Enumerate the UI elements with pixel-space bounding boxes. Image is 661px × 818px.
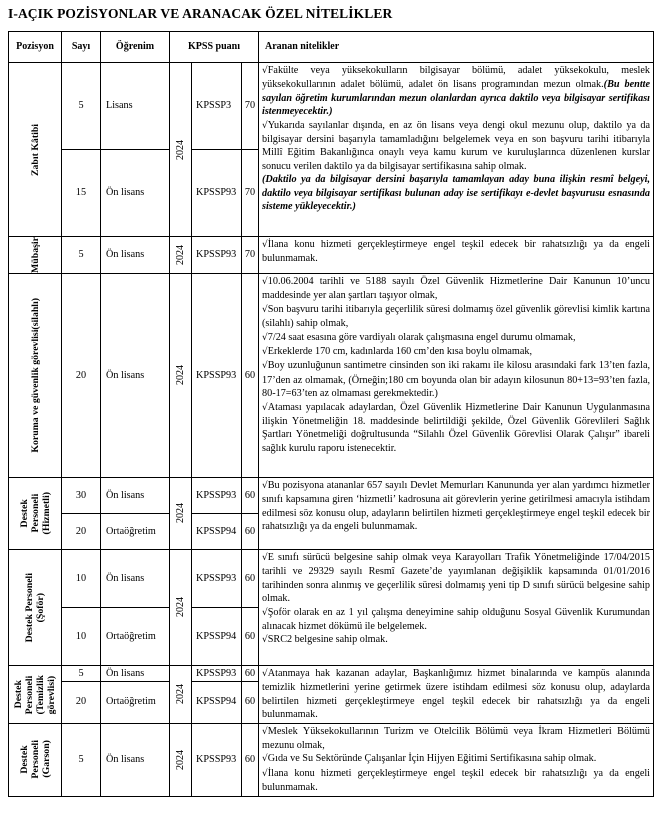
- position-name: [13, 675, 57, 714]
- count-cell: 10: [62, 549, 101, 607]
- table-row: [9, 63, 654, 150]
- position-cell: [9, 723, 62, 796]
- position-name: Zabıt Kâtibi: [29, 123, 41, 176]
- count-cell: 5: [62, 63, 101, 150]
- kpss-score-cell: 60: [242, 513, 259, 549]
- requirement-text: Atanmaya hak kazanan adaylar, Başkanlığımız hizmet binalarında ve kampüs alanında temizlik hizmetlerini yerine getirmek üzere istihdam edilmesi söz konusu olup, adaylarda belirtilen hizmeti gerçekleştirmeye engel teşkil edecek bir rahatsızlığı ya da engeli bulunmamak.: [262, 667, 651, 721]
- header-kpss: KPSS puanı: [170, 32, 259, 63]
- requirement-text: 10.06.2004 tarihli ve 5188 sayılı Özel Güvenlik Hizmetlerine Dair Kanunun 10’uncu maddesinde yer alan şartları taşıyor olmak,: [262, 275, 651, 302]
- position-name-line: Personeli: [29, 494, 41, 533]
- education-cell: Ön lisans: [101, 237, 170, 274]
- table-row: [9, 237, 654, 274]
- kpss-score-cell: 60: [242, 723, 259, 796]
- check-icon: √: [262, 332, 268, 343]
- requirements-cell: [259, 665, 654, 723]
- year-label: 2024: [174, 597, 186, 618]
- year-cell: [170, 63, 192, 237]
- kpss-type-cell: KPSSP94: [192, 607, 242, 665]
- requirement-text: Meslek Yüksekokullarının Turizm ve Otelcilik Bölümü veya İkram Hizmetleri Bölümü mezunu olmak,: [262, 725, 651, 751]
- requirement-item: [262, 725, 650, 753]
- position-name-line: (Temizlik: [35, 674, 46, 714]
- requirement-item: [262, 752, 650, 766]
- year-cell: [170, 665, 192, 723]
- check-icon: √: [262, 361, 268, 372]
- requirement-item: [262, 331, 650, 345]
- kpss-score-cell: 70: [242, 63, 259, 150]
- year-label: 2024: [174, 244, 186, 265]
- kpss-type-cell: KPSSP93: [192, 150, 242, 237]
- position-name-line: Destek Personeli: [24, 572, 35, 643]
- education-cell: Ön lisans: [101, 723, 170, 796]
- education-cell: Ön lisans: [101, 665, 170, 681]
- position-cell: [9, 63, 62, 237]
- requirement-item: [262, 606, 650, 634]
- requirements-cell: [259, 477, 654, 549]
- table-row: [9, 665, 654, 681]
- education-cell: Ortaöğretim: [101, 607, 170, 665]
- kpss-score-cell: 60: [242, 549, 259, 607]
- requirement-text: Yukarıda sayılanlar dışında, en az ön lisans veya dengi okul mezunu olup, daktilo ya da bilgisayar dersini başarıyla tamamladığını belgelemek veya en son başvuru tarihi itibarıyla Millî Eğitim Bakanlığınca onaylı veya kamu kurum ve kuruluşlarınca düzenlenen kurslar sonucu verilen daktilo ya da bilgisayar sertifikasına sahip olmak.: [262, 119, 651, 172]
- kpss-score-cell: 60: [242, 681, 259, 723]
- kpss-type-cell: KPSSP93: [192, 549, 242, 607]
- kpss-score-cell: 60: [242, 477, 259, 513]
- check-icon: √: [262, 768, 268, 779]
- requirement-item: [262, 479, 650, 534]
- kpss-type-cell: KPSSP3: [192, 63, 242, 150]
- count-cell: 20: [62, 681, 101, 723]
- kpss-type-cell: KPSSP94: [192, 513, 242, 549]
- position-cell: [9, 549, 62, 665]
- requirement-item: [262, 345, 650, 359]
- position-name: [19, 740, 52, 779]
- requirement-text: Erkeklerde 170 cm, kadınlarda 160 cm’den kısa boylu olmamak,: [267, 345, 532, 357]
- count-cell: 30: [62, 477, 101, 513]
- position-name-line: Personeli: [24, 674, 35, 714]
- requirement-text: SRC2 belgesine sahip olmak.: [267, 634, 388, 646]
- check-icon: √: [262, 240, 268, 250]
- position-name-line: Personeli: [29, 740, 41, 779]
- count-cell: 20: [62, 513, 101, 549]
- year-label: 2024: [174, 684, 186, 705]
- requirements-cell: [259, 63, 654, 237]
- check-icon: √: [262, 607, 268, 618]
- education-cell: Lisans: [101, 63, 170, 150]
- requirement-note: (Bu bentte sayılan öğretim kurumlarından mezun olanlardan ayrıca daktilo veya bilgisayar sertifikası istenmeyecektir.): [262, 79, 651, 118]
- position-name-line: Destek: [18, 745, 30, 774]
- year-label: 2024: [174, 749, 186, 770]
- position-cell: [9, 477, 62, 549]
- check-icon: √: [262, 726, 268, 737]
- position-name-line: Destek: [18, 499, 30, 528]
- kpss-score-cell: 70: [242, 237, 259, 274]
- count-cell: 10: [62, 607, 101, 665]
- position-name: [19, 492, 52, 534]
- year-cell: [170, 477, 192, 549]
- requirement-text: 7/24 saat esasına göre vardiyalı olarak çalışmasına engel durumu olmamak,: [267, 331, 576, 343]
- requirement-text: Şoför olarak en az 1 yıl çalışma deneyimine sahip olduğunu Sosyal Güvenlik Kurumundan alınacak hizmet dökümü ile belgelemek.: [262, 606, 651, 632]
- header-position: Pozisyon: [9, 32, 62, 63]
- check-icon: √: [262, 66, 268, 76]
- position-name-line: (Hizmetli): [40, 492, 52, 535]
- check-icon: √: [262, 754, 268, 765]
- education-cell: Ön lisans: [101, 273, 170, 477]
- requirement-text: Fakülte veya yüksekokulların bilgisayar bölümü, adalet yüksekokulu, meslek yüksekokullarının adalet bölümü, adalet ön lisans programından mezun olmak.: [262, 65, 651, 91]
- check-icon: √: [262, 276, 268, 287]
- requirement-text: İlana konu hizmeti gerçekleştirmeye engel teşkil edecek bir rahatsızlığı ya da engeli bulunmamak.: [262, 767, 651, 794]
- position-name-line: (Şoför): [35, 592, 46, 623]
- position-name: [24, 573, 46, 642]
- requirement-text: İlana konu hizmeti gerçekleştirmeye engel teşkil edecek bir rahatsızlığı ya da engeli bulunmamak.: [262, 239, 651, 265]
- position-cell: [9, 273, 62, 477]
- check-icon: √: [262, 304, 268, 315]
- requirement-text: Gıda ve Su Sektöründe Çalışanlar İçin Hijyen Eğitimi Sertifikasına sahip olmak.: [267, 753, 597, 765]
- check-icon: √: [262, 120, 268, 131]
- kpss-type-cell: KPSSP93: [192, 665, 242, 681]
- kpss-score-cell: 60: [242, 273, 259, 477]
- requirements-cell: [259, 723, 654, 796]
- requirement-text: Son başvuru tarihi itibarıyla geçerlilik süresi dolmamış özel güvenlik görevlisi kimlik kartına (silahlı) sahip olmak,: [262, 303, 651, 330]
- check-icon: √: [262, 480, 268, 491]
- requirement-item: [262, 275, 650, 303]
- year-cell: [170, 549, 192, 665]
- check-icon: √: [262, 668, 268, 679]
- requirement-item: [262, 119, 650, 174]
- year-label: 2024: [174, 365, 186, 386]
- requirement-text: Ataması yapılacak adaylardan, Özel Güvenlik Hizmetlerine Dair Kanunun Uygulanmasına ilişkin Yönetmeliğin 18. maddesinde belirtildiği şekilde, Özel Güvenlik Görevlileri Sağlık Şartları Yönetmeliği doğrultusunda “Silahlı Özel Güvenlik Görevlisi Olarak Çalışır” ibareli sağlık kurulu raporu istenecektir.: [262, 401, 651, 454]
- kpss-type-cell: KPSSP93: [192, 723, 242, 796]
- year-cell: [170, 273, 192, 477]
- education-cell: Ön lisans: [101, 477, 170, 513]
- table-row: [9, 273, 654, 477]
- position-cell: [9, 665, 62, 723]
- table-row: [9, 723, 654, 796]
- check-icon: √: [262, 346, 268, 357]
- check-icon: √: [262, 635, 268, 646]
- requirement-text: Bu pozisyona atananlar 657 sayılı Devlet Memurları Kanununda yer alan yardımcı hizmetler sınıfı kapsamına giren ‘hizmetli’ kadrosuna ait görevlerin yerine getirilmesi amacıyla istihdam edilmesi söz konusu olup, adayların belirtilen hizmeti gerçekleştirmeye engel teşkil edecek bir rahatsızlığı ya da engeli bulunmamak.: [262, 479, 651, 533]
- requirements-cell: [259, 549, 654, 665]
- check-icon: √: [262, 552, 268, 563]
- requirement-item: [262, 303, 650, 331]
- position-name-line: Destek: [13, 680, 24, 709]
- requirement-item: [262, 173, 650, 213]
- table-row: [9, 549, 654, 607]
- kpss-type-cell: KPSSP94: [192, 681, 242, 723]
- requirement-text: Boy uzunluğunun santimetre cinsinden son iki rakamı ile kilosu arasındaki fark 13’ten fazla, 17’den az olmamak, (Örneğin;180 cm boyunda olan bir adayın kilosunun 80+13=93’ten fazla, 80-17=63’ten az olmaması gerekmektedir.): [262, 360, 651, 400]
- kpss-score-cell: 60: [242, 607, 259, 665]
- count-cell: 20: [62, 273, 101, 477]
- education-cell: Ortaöğretim: [101, 513, 170, 549]
- requirement-item: [262, 401, 650, 456]
- table-row: [9, 477, 654, 513]
- kpss-type-cell: KPSSP93: [192, 237, 242, 274]
- kpss-score-cell: 60: [242, 665, 259, 681]
- kpss-type-cell: KPSSP93: [192, 477, 242, 513]
- positions-table: [8, 31, 654, 797]
- requirement-item: [262, 633, 650, 647]
- page-title: I-AÇIK POZİSYONLAR VE ARANACAK ÖZEL NİTELİKLER: [8, 6, 393, 21]
- year-label: 2024: [174, 139, 186, 160]
- requirements-cell: [259, 273, 654, 477]
- year-cell: [170, 723, 192, 796]
- check-icon: √: [262, 402, 268, 413]
- table-body: [9, 63, 654, 797]
- position-name-line: (Garson): [40, 740, 52, 779]
- education-cell: Ortaöğretim: [101, 681, 170, 723]
- requirement-item: [262, 359, 650, 400]
- requirement-text: E sınıfı sürücü belgesine sahip olmak veya Karayolları Trafik Yönetmeliğinde 17/04/2015 tarihli ve 29329 sayılı Resmî Gazete’de yayımlanan değişiklik kapsamında 01/01/2016 tarihinden sonra alınmış ve geçerlilik süresi dolmamış yeni tip D sınıfı sürücü belgesine sahip olmak.: [262, 551, 651, 605]
- year-cell: [170, 237, 192, 274]
- header-count: Sayı: [62, 32, 101, 63]
- count-cell: 5: [62, 237, 101, 274]
- header-requirements: Aranan nitelikler: [259, 32, 654, 63]
- requirement-item: [262, 667, 650, 722]
- kpss-score-cell: 70: [242, 150, 259, 237]
- kpss-type-cell: KPSSP93: [192, 273, 242, 477]
- count-cell: 5: [62, 665, 101, 681]
- position-cell: [9, 237, 62, 274]
- position-name: Koruma ve güvenlik görevlisi(silahlı): [29, 298, 41, 453]
- year-label: 2024: [174, 503, 186, 524]
- requirement-item: [262, 767, 650, 795]
- position-name: Mübaşir: [29, 237, 41, 273]
- requirement-item: [262, 551, 650, 606]
- requirement-item: [262, 238, 650, 266]
- header-education: Öğrenim: [101, 32, 170, 63]
- education-cell: Ön lisans: [101, 150, 170, 237]
- count-cell: 5: [62, 723, 101, 796]
- requirement-item: [262, 64, 650, 119]
- requirements-cell: [259, 237, 654, 274]
- requirement-text: (Daktilo ya da bilgisayar dersini başarıyla tamamlayan aday buna ilişkin resmî belgeyi, daktilo veya bilgisayar sertifikası bulunan aday ise sertifikayı e-devlet başvurusu esnasında sisteme yükleyecektir.): [262, 174, 651, 213]
- count-cell: 15: [62, 150, 101, 237]
- education-cell: Ön lisans: [101, 549, 170, 607]
- header-row: [9, 32, 654, 63]
- position-name-line: görevlisi): [46, 675, 57, 714]
